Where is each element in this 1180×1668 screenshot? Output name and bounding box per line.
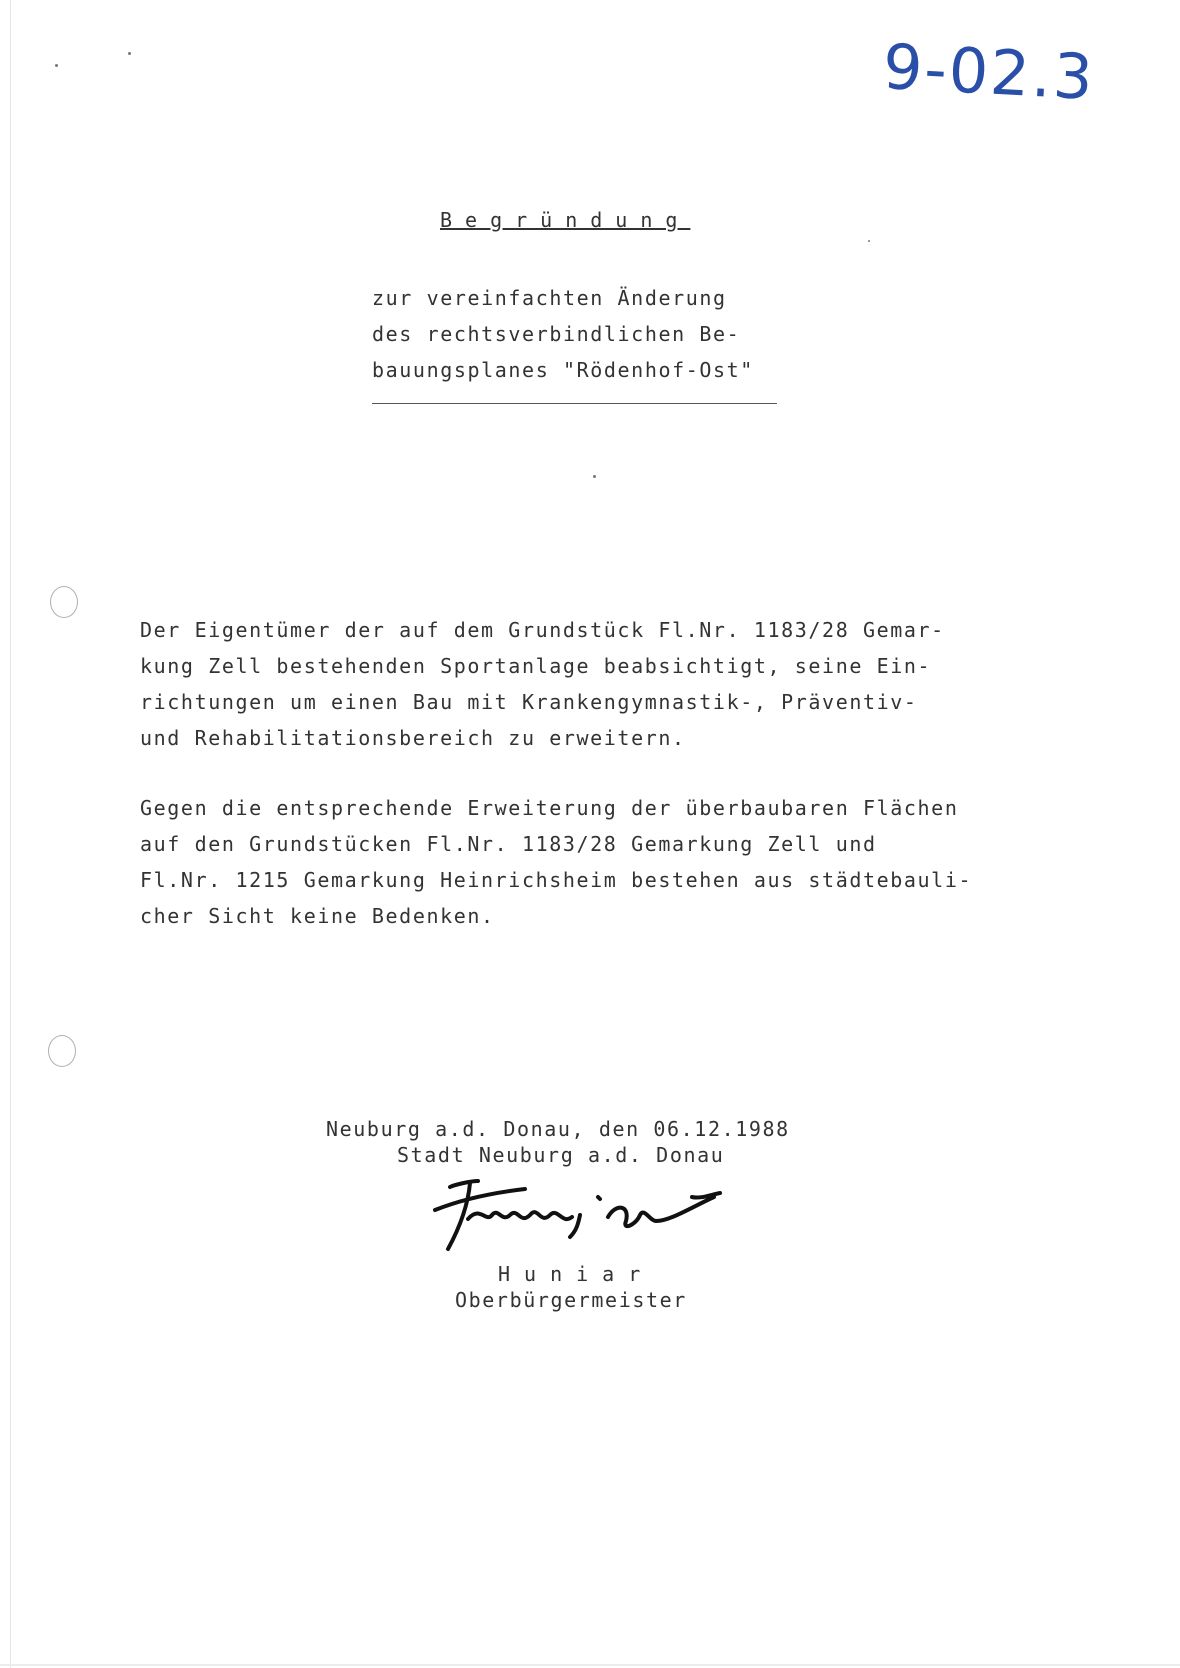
paragraph-intent (140, 612, 1040, 756)
document-title: Begründung (440, 208, 691, 232)
issuing-authority: Stadt Neuburg a.d. Donau (397, 1143, 725, 1167)
scan-speck (868, 240, 870, 242)
paragraph-line: Fl.Nr. 1215 Gemarkung Heinrichsheim bestehen aus städtebauli- (140, 868, 973, 892)
paragraph-assessment (140, 790, 1040, 934)
paragraph-line: kung Zell bestehenden Sportanlage beabsichtigt, seine Ein- (140, 654, 932, 678)
handwritten-signature (430, 1175, 740, 1255)
scan-speck (128, 52, 131, 55)
scan-edge-left (10, 0, 11, 1668)
scan-edge-bottom (0, 1664, 1180, 1666)
paragraph-line: Gegen die entsprechende Erweiterung der überbaubaren Flächen (140, 796, 959, 820)
scan-speck (55, 64, 58, 67)
place-and-date: Neuburg a.d. Donau, den 06.12.1988 (326, 1117, 790, 1141)
paragraph-line: richtungen um einen Bau mit Krankengymnastik-, Präventiv- (140, 690, 918, 714)
punch-hole-top (50, 586, 78, 618)
subtitle-line: zur vereinfachten Änderung (372, 286, 727, 310)
signer-title: Oberbürgermeister (455, 1288, 687, 1312)
paragraph-line: und Rehabilitationsbereich zu erweitern. (140, 726, 686, 750)
handwritten-reference-number: 9-02.3 (881, 30, 1097, 114)
subtitle-line: des rechtsverbindlichen Be- (372, 322, 741, 346)
subtitle-line: bauungsplanes "Rödenhof-Ost" (372, 358, 754, 382)
paragraph-line: cher Sicht keine Bedenken. (140, 904, 495, 928)
paragraph-line: Der Eigentümer der auf dem Grundstück Fl.Nr. 1183/28 Gemar- (140, 618, 945, 642)
punch-hole-bottom (48, 1035, 76, 1067)
subtitle-underline (372, 403, 777, 404)
scan-speck (593, 475, 596, 478)
signer-name: Huniar (498, 1262, 655, 1286)
document-subtitle (372, 280, 792, 388)
paragraph-line: auf den Grundstücken Fl.Nr. 1183/28 Gemarkung Zell und (140, 832, 877, 856)
